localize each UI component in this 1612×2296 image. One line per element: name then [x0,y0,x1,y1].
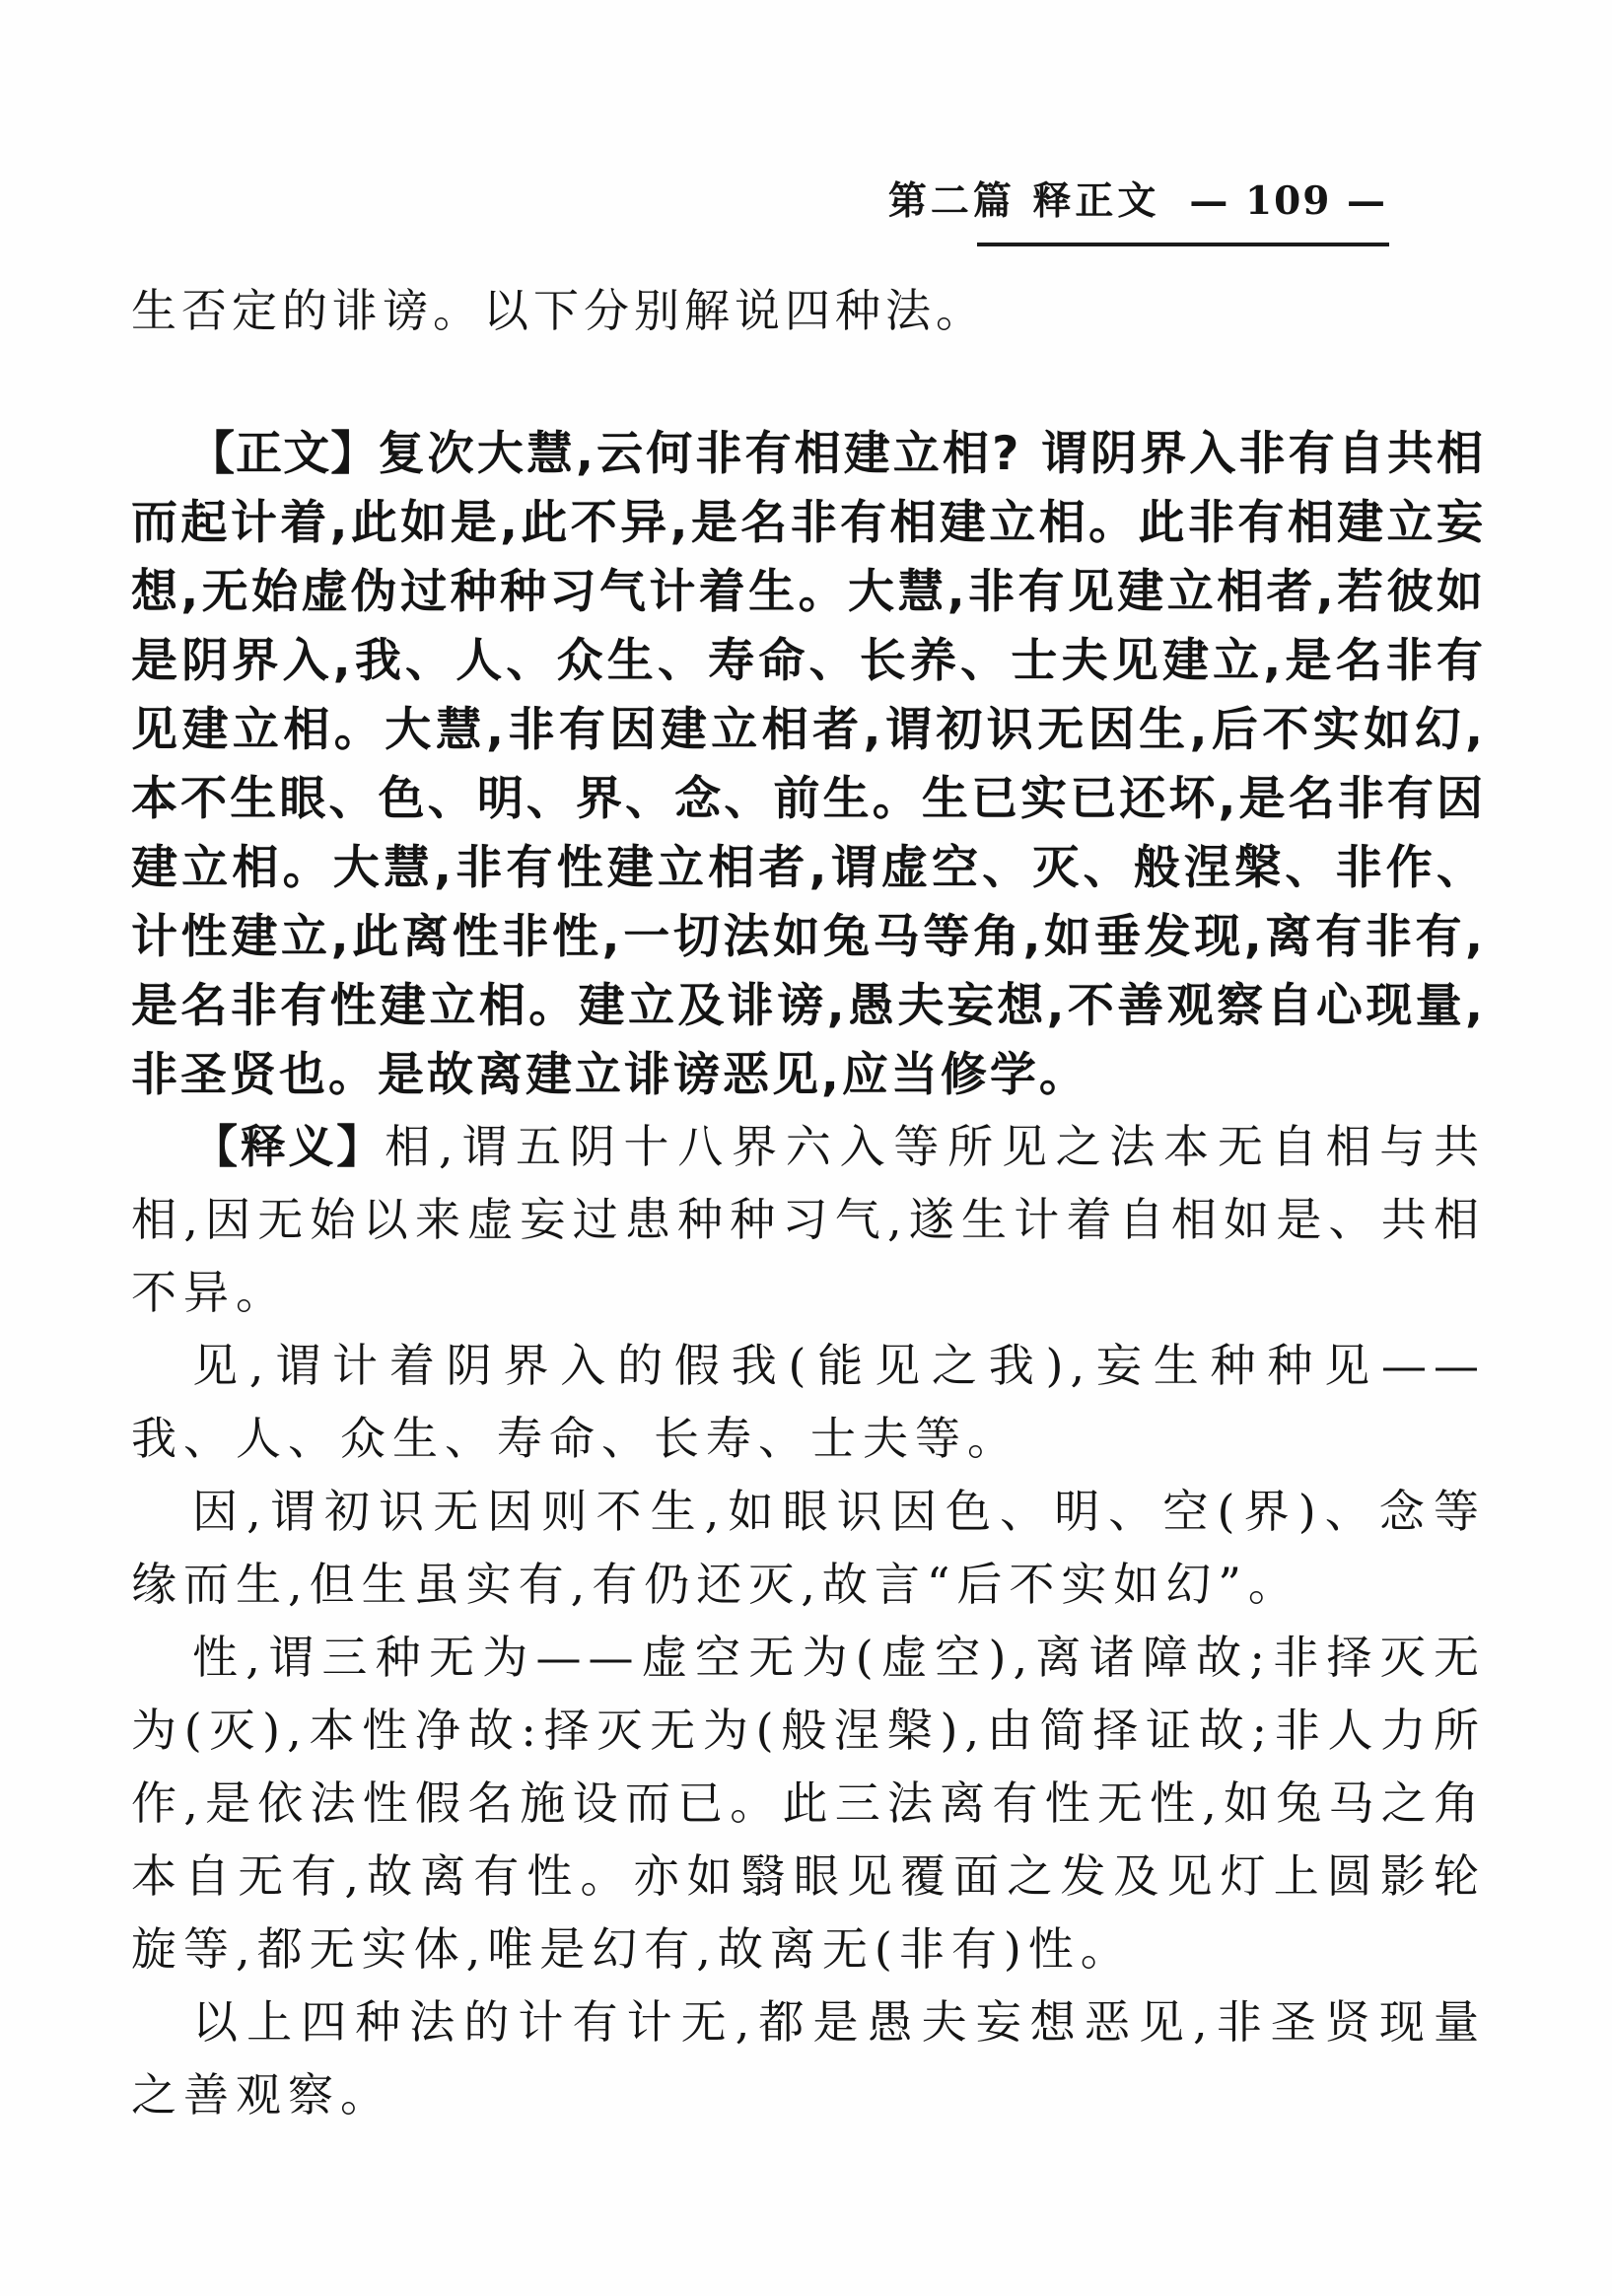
scripture-text: 复次大慧,云何非有相建立相? 谓阴界入非有自共相而起计着,此如是,此不异,是名非有相建立相。此非有相建立妄想,无始虚伪过种种习气计着生。大慧,非有见建立相者,若彼如是阴界入,我、人、众生、寿命、长养、士夫见建立,是名非有见建立相。大慧,非有因建立相者,谓初识无因生,后不实如幻,本不生眼、色、明、界、念、前生。生已实已还坏,是名非有因建立相。大慧,非有性建立相者,谓虚空、灭、般涅槃、非作、计性建立,此离性非性,一切法如兔马等角,如垂发现,离有非有,是名非有性建立相。建立及诽谤,愚夫妄想,不善观察自心现量,非圣贤也。是故离建立诽谤恶见,应当修学。 [131,427,1487,1102]
commentary-section [131,1110,1486,2131]
commentary-paragraph-3: 因,谓初识无因则不生,如眼识因色、明、空(界)、念等缘而生,但生虽实有,有仍还灭,故言“后不实如幻”。 [131,1485,1486,1611]
commentary-paragraph-1 [131,1110,1486,1329]
header-rule [977,243,1389,246]
header-page-number: — 109 — [1189,178,1387,224]
commentary-text-1: 相,谓五阴十八界六入等所见之法本无自相与共相,因无始以来虚妄过患种种习气,遂生计着自相如是、共相不异。 [131,1120,1486,1319]
scripture-label: 【正文】 [188,427,379,481]
intro-paragraph: 生否定的诽谤。以下分别解说四种法。 [131,284,986,337]
commentary-label: 【释义】 [192,1120,385,1173]
scripture-paragraph [131,420,1486,1110]
commentary-paragraph-2: 见,谓计着阴界入的假我(能见之我),妄生种种见——我、人、众生、寿命、长寿、士夫等。 [131,1339,1486,1465]
commentary-paragraph-4: 性,谓三种无为——虚空无为(虚空),离诸障故;非择灭无为(灭),本性净故:择灭无为(般涅槃),由简择证故;非人力所作,是依法性假名施设而已。此三法离有性无性,如兔马之角本自无有,故离有性。亦如翳眼见覆面之发及见灯上圆影轮旋等,都无实体,唯是幻有,故离无(非有)性。 [131,1631,1486,1976]
header-section-title: 第二篇 释正文 [887,178,1160,224]
text-column [131,276,1486,2131]
commentary-paragraph-5: 以上四种法的计有计无,都是愚夫妄想恶见,非圣贤现量之善观察。 [131,1995,1486,2122]
page-header [888,179,1387,223]
